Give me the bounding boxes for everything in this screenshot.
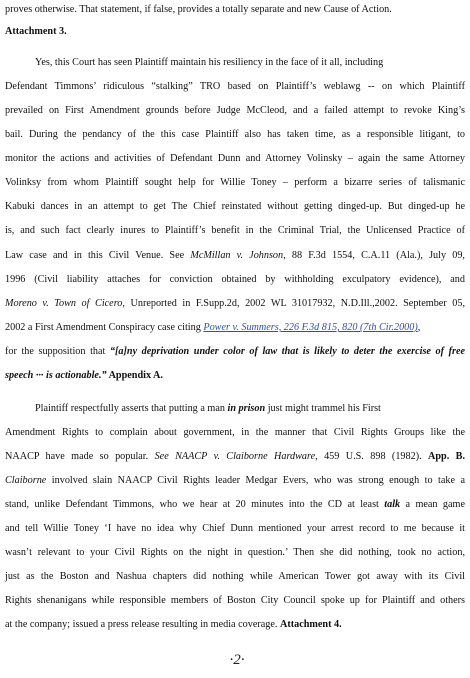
attachment-reference: Attachment 4. (279, 619, 342, 630)
case-citation: Claiborne (5, 475, 47, 486)
text-line: at the company; issued a press release resulting in media coverage. Attachment 4. (5, 619, 342, 630)
text-line: Kabuki dances in an attempt to get The Chief reinstated without getting dinged-up. But dinged-up he (5, 201, 465, 212)
case-citation: McMillan v. Johnson (190, 250, 284, 261)
text-line: Rights shenanigans while responsible members of Boston City Council spoke up for Plaintiff and others (5, 595, 465, 606)
text-line: for the supposition that “[a]ny deprivation under color of law that is likely to deter the exercise of free (5, 346, 465, 357)
text-line: and tell Willie Toney ‘I have no idea why Chief Dunn mentioned your arrest record to me because it (5, 523, 465, 534)
heading-attachment-3: Attachment 3. (5, 26, 67, 37)
text-line: NAACP have made so popular. See NAACP v. Claiborne Hardware, 459 U.S. 898 (1982). App. B. (5, 451, 466, 462)
text-line: Claiborne involved slain NAACP Civil Rights leader Medgar Evers, who was strong enough to take a (5, 475, 465, 486)
quotation: “[a]ny deprivation under color of law that is likely to deter the exercise of free (109, 346, 465, 357)
text-line: stand, unlike Defendant Timmons, who we hear at 20 minutes into the CD at least talk a mean game (5, 499, 465, 510)
text-line: Plaintiff respectfully asserts that putting a man in prison just might trammel his First (35, 403, 381, 414)
text-line: monitor the actions and activities of Defendant Dunn and Attorney Volinsky – again the same Attorney (5, 153, 465, 164)
text-line: proves otherwise. That statement, if false, provides a totally separate and new Cause of Action. (5, 4, 392, 15)
appendix-reference: App. B. (428, 451, 466, 462)
case-citation: See NAACP v. Claiborne Hardware (154, 451, 316, 462)
case-citation: Moreno v. Town of Cicero (5, 298, 123, 309)
text-line: 2002 a First Amendment Conspiracy case citing Power v. Summers, 226 F.3d 815, 820 (7th Cir.2000), (5, 322, 421, 333)
page-number: ·2· (229, 652, 245, 668)
emphasis: talk (384, 499, 401, 510)
text-line: is, and such fact clearly inures to Plaintiff’s benefit in the Criminal Trial, the Unlicensed Practice of (5, 225, 465, 236)
quotation: speech ··· is actionable.” (5, 370, 107, 381)
case-citation-link[interactable]: Power v. Summers, 226 F.3d 815, 820 (7th Cir.2000) (203, 322, 418, 333)
text-line: Amendment Rights to complain about government, in the manner that Civil Rights Groups like the (5, 427, 465, 438)
text-line: wasn’t relevant to your Civil Rights on the night in question.’ Then she did nothing, took no action, (5, 547, 465, 558)
text-line: Yes, this Court has seen Plaintiff maintain his resiliency in the face of it all, including (35, 57, 384, 68)
text-line: Law case and in this Civil Venue. See McMillan v. Johnson, 88 F.3d 1554, C.A.11 (Ala.), July 09, (5, 250, 465, 261)
text-line: Defendant Timmons’ ridiculous “stalking” TRO based on Plaintiff’s weblawg -- on which Plaintiff (5, 81, 465, 92)
text-line: Moreno v. Town of Cicero, Unreported in F.Supp.2d, 2002 WL 31017932, N.D.Ill.,2002. September 05, (5, 298, 465, 309)
appendix-reference: Appendix A. (106, 370, 163, 381)
text-line: just as the Boston and Nashua chapters did nothing while American Tower got away with its Civil (5, 571, 465, 582)
text-line: Volinksy from whom Plaintiff sought help for Willie Toney – perform a bizarre series of talismanic (5, 177, 465, 188)
text-line: bail. During the pendancy of the this case Plaintiff also has taken time, as a responsible litigant, to (5, 129, 465, 140)
text-line: prevailed on First Amendment grounds before Judge McCleod, and a failed attempt to revoke King’s (5, 105, 465, 116)
text-line: 1996 (Civil liability attaches for conviction obtained by withholding exculpatory evidence), and (5, 274, 465, 285)
emphasis: in prison (227, 403, 266, 414)
text-line (5, 370, 465, 382)
